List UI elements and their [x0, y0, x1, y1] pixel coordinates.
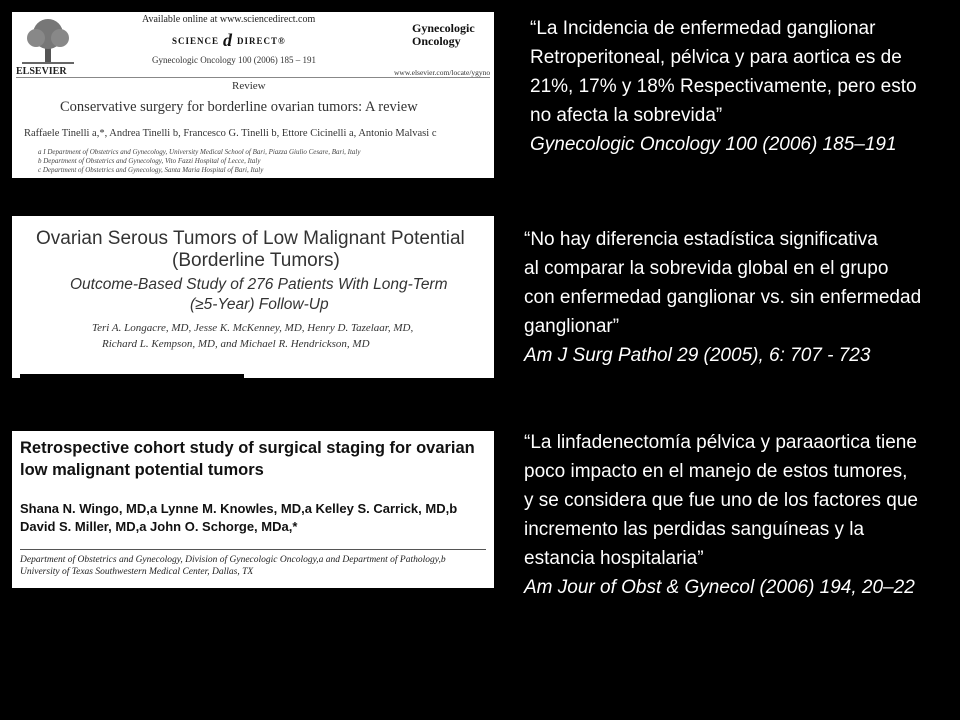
journal-name	[412, 22, 475, 48]
quote-1-line-1: “La Incidencia de enfermedad ganglionar	[530, 18, 876, 39]
divider	[20, 549, 486, 550]
journal-url: www.elsevier.com/locate/ygyno	[394, 68, 491, 77]
article-authors-line-2: Richard L. Kempson, MD, and Michael R. Hendrickson, MD	[102, 338, 370, 350]
quote-1-line-3: 21%, 17% y 18% Respectivamente, pero esto	[530, 76, 917, 97]
article-title-line-2: (Borderline Tumors)	[172, 250, 340, 271]
quote-3-line-3: y se considera que fue uno de los factores que	[524, 490, 918, 511]
quote-1-citation: Gynecologic Oncology 100 (2006) 185–191	[530, 134, 897, 155]
journal-name-line-2: Oncology	[412, 34, 461, 48]
quote-3-line-4: incremento las perdidas sanguíneas y la	[524, 519, 865, 540]
quote-1-line-4: no afecta la sobrevida”	[530, 105, 723, 126]
sciencedirect-mark-icon: d	[223, 30, 234, 50]
quote-3-line-1: “La linfadenectomía pélvica y paraaortica tiene	[524, 432, 917, 453]
journal-line: Gynecologic Oncology 100 (2006) 185 – 191	[152, 55, 316, 65]
article-title-line-2: low malignant potential tumors	[20, 461, 264, 479]
sciencedirect-right: DIRECT®	[237, 35, 286, 46]
article-authors-line-1: Teri A. Longacre, MD, Jesse K. McKenney, MD, Henry D. Tazelaar, MD,	[92, 322, 414, 334]
affiliation-3: c Department of Obstetrics and Gynecology, Santa Maria Hospital of Bari, Italy	[38, 166, 264, 174]
quote-3-line-2: poco impacto en el manejo de estos tumores,	[524, 461, 908, 482]
quote-2-line-2: al comparar la sobrevida global en el grupo	[524, 258, 889, 279]
divider	[20, 374, 244, 378]
quote-2-line-1: “No hay diferencia estadística significativa	[524, 229, 878, 250]
article-authors: Raffaele Tinelli a,*, Andrea Tinelli b, Francesco G. Tinelli b, Ettore Cicinelli a, Antonio Malvasi c	[24, 128, 437, 139]
journal-name-line-1: Gynecologic	[412, 21, 475, 35]
article-clipping-am-jour-obst-gynecol	[12, 431, 494, 588]
article-title: Conservative surgery for borderline ovarian tumors: A review	[60, 99, 418, 115]
divider	[16, 77, 490, 78]
quote-1-line-2: Retroperitoneal, pélvica y para aortica es de	[530, 47, 902, 68]
quote-2-line-3: con enfermedad ganglionar vs. sin enfermedad	[524, 287, 922, 308]
article-subtitle-line-1: Outcome-Based Study of 276 Patients With Long-Term	[70, 276, 448, 293]
quote-2-line-4: ganglionar”	[524, 316, 620, 337]
article-authors-line-1: Shana N. Wingo, MD,a Lynne M. Knowles, MD,a Kelley S. Carrick, MD,b	[20, 501, 458, 516]
quote-1	[530, 14, 917, 159]
article-title-line-1: Retrospective cohort study of surgical staging for ovarian	[20, 439, 475, 457]
quote-2	[524, 225, 921, 370]
quote-3-citation: Am Jour of Obst & Gynecol (2006) 194, 20–22	[524, 577, 915, 598]
affiliation-2: University of Texas Southwestern Medical Center, Dallas, TX	[20, 567, 254, 577]
affiliation-1: a I Department of Obstetrics and Gynecology, University Medical School of Bari, Piazza Giulio Cesare, Bari, Italy	[38, 148, 361, 156]
sciencedirect-left: SCIENCE	[172, 35, 220, 46]
publisher-name: ELSEVIER	[16, 66, 67, 77]
section-label: Review	[232, 80, 266, 92]
quote-3-line-5: estancia hospitalaria”	[524, 548, 704, 569]
article-title-line-1: Ovarian Serous Tumors of Low Malignant Potential	[36, 228, 465, 249]
article-clipping-gynecologic-oncology	[12, 12, 494, 178]
affiliation-2: b Department of Obstetrics and Gynecology, Vito Fazzi Hospital of Lecce, Italy	[38, 157, 261, 165]
quote-3	[524, 428, 918, 602]
article-authors-line-2: David S. Miller, MD,a John O. Schorge, MDa,*	[20, 519, 298, 534]
sciencedirect-logo	[172, 30, 286, 51]
article-subtitle-line-2: (≥5-Year) Follow-Up	[190, 296, 329, 313]
quote-2-citation: Am J Surg Pathol 29 (2005), 6: 707 - 723	[524, 345, 871, 366]
availability-line: Available online at www.sciencedirect.com	[142, 14, 316, 25]
affiliation-1: Department of Obstetrics and Gynecology, Division of Gynecologic Oncology,a and Department of Pathology,b	[20, 555, 446, 565]
elsevier-tree-logo-icon	[18, 16, 78, 66]
article-clipping-am-j-surg-pathol	[12, 216, 494, 378]
